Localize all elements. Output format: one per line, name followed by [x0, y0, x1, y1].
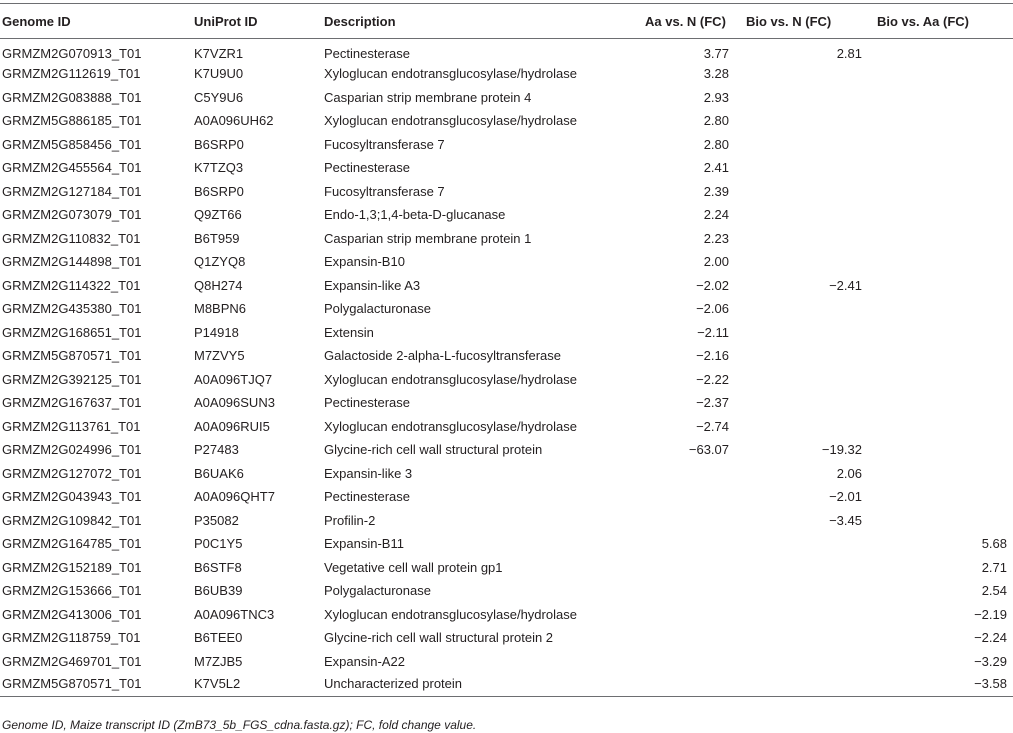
table-row — [0, 156, 1013, 180]
cell-bio-vs-aa: −2.24 — [974, 630, 1007, 646]
cell-description: Glycine-rich cell wall structural protein 2 — [324, 630, 554, 646]
cell-uniprot-id: K7V5L2 — [194, 673, 324, 697]
cell-aa-vs-n: 2.93 — [703, 89, 729, 105]
table-row — [0, 603, 1013, 627]
cell-description: Casparian strip membrane protein 1 — [324, 230, 532, 246]
cell-description: Fucosyltransferase 7 — [324, 136, 445, 152]
cell-uniprot-id: K7U9U0 — [194, 66, 244, 82]
cell-bio-vs-n — [746, 227, 877, 251]
table-row — [0, 415, 1013, 439]
cell-bio-vs-n — [746, 368, 877, 392]
cell-bio-vs-aa — [877, 509, 1013, 533]
cell-bio-vs-n — [746, 62, 877, 86]
cell-uniprot-id: A0A096TJQ7 — [194, 371, 273, 387]
cell-bio-vs-aa: −3.29 — [974, 653, 1007, 669]
cell-description: Expansin-B11 — [324, 536, 404, 552]
cell-description: Expansin-A22 — [324, 653, 405, 669]
cell-genome-id: GRMZM2G114322_T01 — [2, 277, 141, 293]
cell-uniprot-id: P14918 — [194, 324, 239, 340]
cell-genome-id: GRMZM2G110832_T01 — [2, 230, 141, 246]
cell-bio-vs-aa — [877, 156, 1013, 180]
cell-aa-vs-n — [645, 579, 746, 603]
table-row — [0, 321, 1013, 345]
cell-description: Extensin — [324, 324, 374, 340]
cell-aa-vs-n: −63.07 — [688, 442, 729, 458]
cell-uniprot-id: B6UAK6 — [194, 465, 244, 481]
table-row — [0, 650, 1013, 674]
cell-uniprot-id: B6SRP0 — [194, 136, 244, 152]
cell-bio-vs-n — [746, 415, 877, 439]
cell-aa-vs-n: −2.11 — [697, 324, 729, 340]
cell-description: Xyloglucan endotransglucosylase/hydrolase — [324, 66, 577, 82]
table-row — [0, 133, 1013, 157]
table-row — [0, 626, 1013, 650]
cell-bio-vs-aa — [877, 227, 1013, 251]
cell-description: Pectinesterase — [324, 46, 410, 61]
cell-bio-vs-n — [746, 344, 877, 368]
cell-uniprot-id: B6T959 — [194, 230, 240, 246]
cell-aa-vs-n — [645, 532, 746, 556]
table-row — [0, 344, 1013, 368]
cell-description: Expansin-B10 — [324, 254, 405, 270]
cell-bio-vs-n — [746, 556, 877, 580]
data-table — [0, 3, 1013, 697]
cell-uniprot-id: Q8H274 — [194, 277, 243, 293]
cell-genome-id: GRMZM2G118759_T01 — [2, 630, 141, 646]
cell-description: Polygalacturonase — [324, 301, 431, 317]
table-row — [0, 39, 1013, 63]
table-row — [0, 556, 1013, 580]
cell-bio-vs-n — [746, 203, 877, 227]
cell-bio-vs-aa — [877, 250, 1013, 274]
cell-bio-vs-n — [746, 579, 877, 603]
cell-genome-id: GRMZM5G886185_T01 — [2, 113, 142, 129]
cell-bio-vs-aa — [877, 274, 1013, 298]
cell-genome-id: GRMZM2G024996_T01 — [2, 442, 142, 458]
cell-genome-id: GRMZM2G112619_T01 — [2, 66, 141, 82]
header-row — [0, 4, 1013, 39]
cell-bio-vs-n — [746, 673, 877, 697]
cell-uniprot-id: P0C1Y5 — [194, 536, 243, 552]
table-row — [0, 368, 1013, 392]
cell-bio-vs-n — [746, 532, 877, 556]
cell-bio-vs-aa: 2.71 — [981, 559, 1007, 575]
cell-uniprot-id: M7ZJB5 — [194, 653, 243, 669]
cell-bio-vs-n — [746, 650, 877, 674]
cell-aa-vs-n: −2.37 — [696, 395, 729, 411]
cell-uniprot-id: Q9ZT66 — [194, 207, 242, 223]
cell-uniprot-id: A0A096RUI5 — [194, 418, 270, 434]
cell-bio-vs-n — [746, 297, 877, 321]
cell-aa-vs-n — [645, 509, 746, 533]
cell-aa-vs-n: 2.39 — [703, 183, 729, 199]
cell-aa-vs-n — [645, 650, 746, 674]
cell-genome-id: GRMZM2G113761_T01 — [2, 418, 141, 434]
cell-description: Fucosyltransferase 7 — [324, 183, 445, 199]
table-row — [0, 673, 1013, 697]
cell-description: Pectinesterase — [324, 160, 410, 176]
cell-bio-vs-aa — [877, 203, 1013, 227]
cell-genome-id: GRMZM2G070913_T01 — [2, 46, 142, 61]
cell-bio-vs-n — [746, 250, 877, 274]
cell-uniprot-id: K7VZR1 — [194, 46, 244, 61]
table-row — [0, 485, 1013, 509]
cell-aa-vs-n — [645, 556, 746, 580]
cell-uniprot-id: B6SRP0 — [194, 183, 244, 199]
cell-bio-vs-aa — [877, 321, 1013, 345]
cell-bio-vs-aa — [877, 344, 1013, 368]
cell-bio-vs-aa — [877, 133, 1013, 157]
cell-bio-vs-n — [746, 321, 877, 345]
cell-uniprot-id: B6STF8 — [194, 559, 242, 575]
cell-genome-id: GRMZM2G043943_T01 — [2, 489, 142, 505]
cell-genome-id: GRMZM2G073079_T01 — [2, 207, 142, 223]
cell-uniprot-id: K7TZQ3 — [194, 160, 244, 176]
cell-bio-vs-n: 2.81 — [836, 46, 862, 61]
cell-aa-vs-n: 3.77 — [703, 46, 729, 61]
cell-uniprot-id: M8BPN6 — [194, 301, 247, 317]
cell-bio-vs-aa — [877, 86, 1013, 110]
cell-bio-vs-aa — [877, 180, 1013, 204]
cell-aa-vs-n — [645, 626, 746, 650]
cell-bio-vs-aa — [877, 62, 1013, 86]
cell-bio-vs-aa: −2.19 — [974, 606, 1007, 622]
cell-genome-id: GRMZM2G152189_T01 — [2, 559, 142, 575]
cell-genome-id: GRMZM5G858456_T01 — [2, 136, 142, 152]
cell-bio-vs-n: −3.45 — [829, 512, 862, 528]
cell-aa-vs-n: −2.06 — [696, 301, 729, 317]
cell-bio-vs-aa: 5.68 — [981, 536, 1007, 552]
table-row — [0, 203, 1013, 227]
cell-description: Polygalacturonase — [324, 583, 431, 599]
cell-genome-id: GRMZM2G083888_T01 — [2, 89, 142, 105]
header-uniprot-id: UniProt ID — [194, 4, 324, 39]
cell-description: Xyloglucan endotransglucosylase/hydrolase — [324, 418, 577, 434]
cell-genome-id: GRMZM2G127184_T01 — [2, 183, 142, 199]
cell-bio-vs-aa — [877, 438, 1013, 462]
cell-aa-vs-n: 2.80 — [703, 113, 729, 129]
cell-bio-vs-aa — [877, 485, 1013, 509]
cell-uniprot-id: B6TEE0 — [194, 630, 243, 646]
header-aa-vs-n: Aa vs. N (FC) — [645, 4, 746, 39]
cell-bio-vs-n: −19.32 — [821, 442, 862, 458]
table-row — [0, 250, 1013, 274]
cell-aa-vs-n: −2.22 — [696, 371, 729, 387]
cell-bio-vs-n — [746, 603, 877, 627]
cell-genome-id: GRMZM5G870571_T01 — [0, 673, 194, 697]
cell-aa-vs-n: 2.24 — [703, 207, 729, 223]
table-row — [0, 180, 1013, 204]
table-body — [0, 39, 1013, 697]
cell-aa-vs-n: −2.74 — [696, 418, 729, 434]
cell-bio-vs-aa — [877, 415, 1013, 439]
cell-aa-vs-n — [645, 603, 746, 627]
header-genome-id: Genome ID — [0, 4, 194, 39]
table-row — [0, 62, 1013, 86]
cell-bio-vs-n: −2.41 — [829, 277, 862, 293]
table-row — [0, 391, 1013, 415]
cell-description: Casparian strip membrane protein 4 — [324, 89, 532, 105]
table-row — [0, 227, 1013, 251]
table-row — [0, 438, 1013, 462]
cell-description: Vegetative cell wall protein gp1 — [324, 559, 503, 575]
cell-uniprot-id: M7ZVY5 — [194, 348, 245, 364]
cell-bio-vs-n — [746, 156, 877, 180]
cell-genome-id: GRMZM2G109842_T01 — [2, 512, 142, 528]
cell-bio-vs-aa — [877, 368, 1013, 392]
cell-description: Endo-1,3;1,4-beta-D-glucanase — [324, 207, 506, 223]
cell-bio-vs-n — [746, 133, 877, 157]
cell-genome-id: GRMZM2G413006_T01 — [2, 606, 142, 622]
table-row — [0, 509, 1013, 533]
cell-description: Pectinesterase — [324, 489, 410, 505]
cell-uniprot-id: A0A096SUN3 — [194, 395, 275, 411]
cell-genome-id: GRMZM2G167637_T01 — [2, 395, 142, 411]
cell-uniprot-id: P35082 — [194, 512, 239, 528]
cell-genome-id: GRMZM2G435380_T01 — [2, 301, 142, 317]
table-row — [0, 109, 1013, 133]
cell-genome-id: GRMZM2G164785_T01 — [2, 536, 142, 552]
cell-bio-vs-aa — [877, 297, 1013, 321]
cell-bio-vs-n — [746, 391, 877, 415]
cell-aa-vs-n: 2.00 — [703, 254, 729, 270]
cell-bio-vs-aa — [877, 391, 1013, 415]
cell-description: Expansin-like A3 — [324, 277, 421, 293]
cell-bio-vs-n — [746, 626, 877, 650]
cell-bio-vs-aa — [877, 462, 1013, 486]
cell-description: Profilin-2 — [324, 512, 376, 528]
cell-aa-vs-n — [645, 462, 746, 486]
table-row — [0, 274, 1013, 298]
header-description: Description — [324, 4, 645, 39]
cell-aa-vs-n: −2.02 — [696, 277, 729, 293]
cell-aa-vs-n — [645, 485, 746, 509]
cell-aa-vs-n: 2.41 — [703, 160, 729, 176]
cell-uniprot-id: C5Y9U6 — [194, 89, 244, 105]
cell-description: Pectinesterase — [324, 395, 410, 411]
cell-genome-id: GRMZM2G127072_T01 — [2, 465, 142, 481]
header-bio-vs-n: Bio vs. N (FC) — [746, 4, 877, 39]
cell-genome-id: GRMZM2G455564_T01 — [2, 160, 142, 176]
table-row — [0, 532, 1013, 556]
cell-description: Galactoside 2-alpha-L-fucosyltransferase — [324, 348, 562, 364]
cell-bio-vs-aa — [877, 39, 1013, 63]
header-bio-vs-aa: Bio vs. Aa (FC) — [877, 4, 1013, 39]
cell-bio-vs-aa: −3.58 — [877, 673, 1013, 697]
cell-genome-id: GRMZM2G168651_T01 — [2, 324, 142, 340]
cell-bio-vs-aa — [877, 109, 1013, 133]
cell-genome-id: GRMZM2G144898_T01 — [2, 254, 142, 270]
cell-genome-id: GRMZM2G153666_T01 — [2, 583, 142, 599]
cell-aa-vs-n: −2.16 — [696, 348, 729, 364]
cell-description: Xyloglucan endotransglucosylase/hydrolase — [324, 606, 577, 622]
cell-description: Expansin-like 3 — [324, 465, 413, 481]
cell-aa-vs-n — [645, 673, 746, 697]
cell-aa-vs-n: 2.23 — [703, 230, 729, 246]
cell-uniprot-id: B6UB39 — [194, 583, 243, 599]
table-footnote: Genome ID, Maize transcript ID (ZmB73_5b_FGS_cdna.fasta.gz); FC, fold change value. — [2, 718, 477, 732]
table-header — [0, 4, 1013, 39]
cell-uniprot-id: A0A096QHT7 — [194, 489, 275, 505]
cell-bio-vs-n — [746, 109, 877, 133]
cell-description: Xyloglucan endotransglucosylase/hydrolase — [324, 113, 577, 129]
cell-bio-vs-aa: 2.54 — [981, 583, 1007, 599]
cell-bio-vs-n — [746, 86, 877, 110]
cell-genome-id: GRMZM5G870571_T01 — [2, 348, 142, 364]
cell-genome-id: GRMZM2G469701_T01 — [2, 653, 142, 669]
table-row — [0, 579, 1013, 603]
cell-aa-vs-n: 3.28 — [703, 66, 729, 82]
cell-bio-vs-n: 2.06 — [836, 465, 862, 481]
cell-uniprot-id: A0A096TNC3 — [194, 606, 275, 622]
cell-bio-vs-n: −2.01 — [829, 489, 862, 505]
cell-uniprot-id: A0A096UH62 — [194, 113, 274, 129]
cell-description: Uncharacterized protein — [324, 673, 645, 697]
table-row — [0, 86, 1013, 110]
table-row — [0, 297, 1013, 321]
cell-uniprot-id: P27483 — [194, 442, 239, 458]
cell-description: Glycine-rich cell wall structural protein — [324, 442, 543, 458]
cell-uniprot-id: Q1ZYQ8 — [194, 254, 246, 270]
table-row — [0, 462, 1013, 486]
cell-genome-id: GRMZM2G392125_T01 — [2, 371, 142, 387]
cell-description: Xyloglucan endotransglucosylase/hydrolase — [324, 371, 577, 387]
cell-aa-vs-n: 2.80 — [703, 136, 729, 152]
cell-bio-vs-n — [746, 180, 877, 204]
